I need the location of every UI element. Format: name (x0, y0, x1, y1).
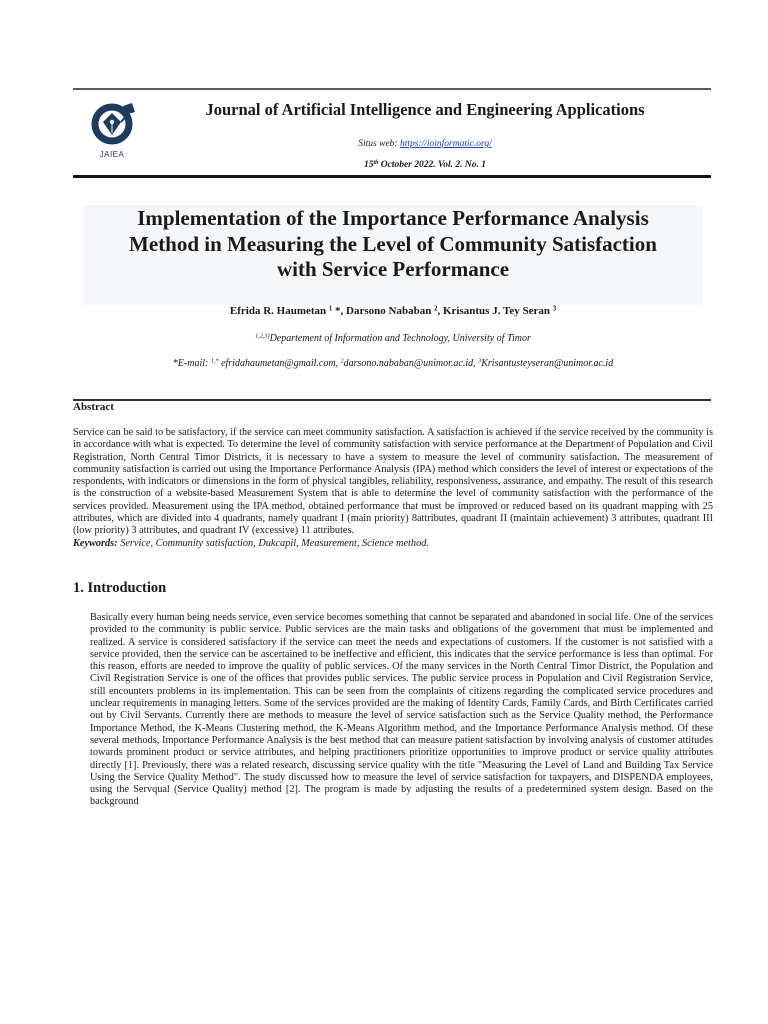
paper-title-line-2: Method in Measuring the Level of Community Satisfaction (129, 231, 657, 256)
issue-rest: October 2022. Vol. 2. No. 1 (378, 160, 487, 170)
journal-logo (88, 100, 140, 162)
website-link[interactable]: https://ioinformatic.org/ (399, 139, 492, 149)
author-3-sup: 3 (552, 305, 557, 313)
issue-day: 15 (363, 160, 374, 170)
issue-day-suffix: th (373, 159, 379, 166)
header-bottom-rule (73, 175, 711, 178)
affiliation (83, 333, 703, 344)
issue-info (160, 160, 690, 170)
email-2-sup: 2 (340, 357, 344, 365)
email-3-sup: 3 (478, 357, 482, 365)
abstract-heading: Abstract (73, 401, 114, 413)
paper-title-line-1: Implementation of the Importance Performance Analysis (137, 206, 649, 230)
website-label: Situs web: (358, 139, 400, 149)
journal-title: Journal of Artificial Intelligence and Engineering Applications (205, 100, 645, 119)
abstract-body (73, 427, 713, 550)
author-list (83, 305, 703, 317)
website-line (160, 139, 690, 149)
email-1-sup: 1,* (210, 357, 219, 365)
author-2-sup: 2 (434, 305, 438, 313)
paper-title-line-3: with Service Performance (276, 257, 510, 281)
section-heading-introduction: 1. Introduction (73, 580, 167, 596)
abstract-rule (73, 399, 711, 401)
email-1: efridahaumetan@gmail.com, (218, 358, 341, 369)
author-1: Efrida R. Haumetan (229, 305, 329, 317)
paper-title (83, 206, 703, 283)
affiliation-text: Departement of Information and Technology, University of Timor (269, 333, 531, 344)
keywords-label: Keywords: (73, 537, 121, 549)
author-3: Krisantus J. Tey Seran (442, 305, 553, 317)
author-sep: , (437, 305, 443, 317)
abstract-text: Service can be said to be satisfactory, if the service can meet community satisfaction. A satisfaction is achieved if the service received by the community is in accordance with what is expected. To determine the level of community satisfaction with service performance at the Department of Population and Civil Registration, North Central Timor Districts, it is necessary to have a system to measure the level of community satisfaction. The measurement of community satisfaction is carried out using the Importance Performance Analysis (IPA) method which considers the level of interest or expectations of the respondents, with indicators or dimensions in the form of physical tangibles, reliability, responsiveness, assurance, and empathy. The result of this research is the construction of a website-based Measurement System that is able to determine the level of community satisfaction with the performance of the services provided. Measurement using the IPA method, obtained performance that must be improved or reduced based on its quadrant mapping with 25 attributes, which are divided into 4 quadrants, namely quadrant I (main priority) 8attributes, quadrant II (maintain achievement) 3 attributes, quadrant III (low priority) 3 attributes, and quadrant IV (excessive) 11 attributes. (73, 427, 713, 537)
email-label: *E-mail: (172, 358, 211, 369)
author-sep: *, (332, 305, 347, 317)
email-2: darsono.nababan@unimor.ac.id, (343, 358, 479, 369)
email-line (60, 358, 726, 369)
email-3: Krisantusteyseran@unimor.ac.id (481, 358, 614, 369)
author-2: Darsono Nababan (346, 305, 435, 317)
author-1-sup: 1 (328, 305, 333, 313)
header-top-rule (73, 88, 711, 90)
affiliation-sup: 1,2,3) (255, 332, 270, 340)
introduction-body: Basically every human being needs service, even service becomes something that cannot be separated and abandoned in social life. One of the services provided to the community is public service. Public services are the main tasks and obligations of the government that must be implemented and realized. A service is considered satisfactory if the service can meet the needs and expectations of customers. If the customer is not satisfied with a service provided, then the service can be ascertained to be ineffective and efficient, this indicates that the service performance is less than optimal. For this reason, efforts are needed to improve the quality of public services. Of the many services in the North Central Timor District, the Population and Civil Registration Service is one of the offices that provides public services. The public service process in Population and Civil Registration Service, still encounters problems in its implementation. This can be seen from the complaints of citizens regarding the complicated service procedures and unclear requirements in managing letters. Some of the services provided are the making of Identity Cards, Family Cards, and Birth Certificates carried out by Civil Servants. Currently there are methods to measure the level of service satisfaction such as the Service Quality method, the Performance Importance Method, the K-Means Clustering method, the K-Means Algorithm method, and the Importance Performance Analysis method. Of these several methods, Importance Performance Analysis is the best method that can measure patient satisfaction by involving analysis of customer attitudes towards prominent product or service attributes, and helping practitioners prioritize opportunities to improve product or service quality attributes directly [1]. Previously, there was a related research, discussing service quality with the title "Measuring the Level of Land and Building Tax Service Using the Service Quality Method". The study discussed how to measure the level of service satisfaction for taxpayers, and DISPENDA employees, using the Servqual (Service Quality) method [2]. The program is made by adjusting the results of a predetermined system design. Based on the background (90, 612, 713, 808)
logo-text: JAIEA (99, 150, 125, 159)
keywords-line (73, 538, 713, 550)
keywords-text: Service, Community satisfaction, Dukcapil, Measurement, Science method. (120, 537, 429, 549)
